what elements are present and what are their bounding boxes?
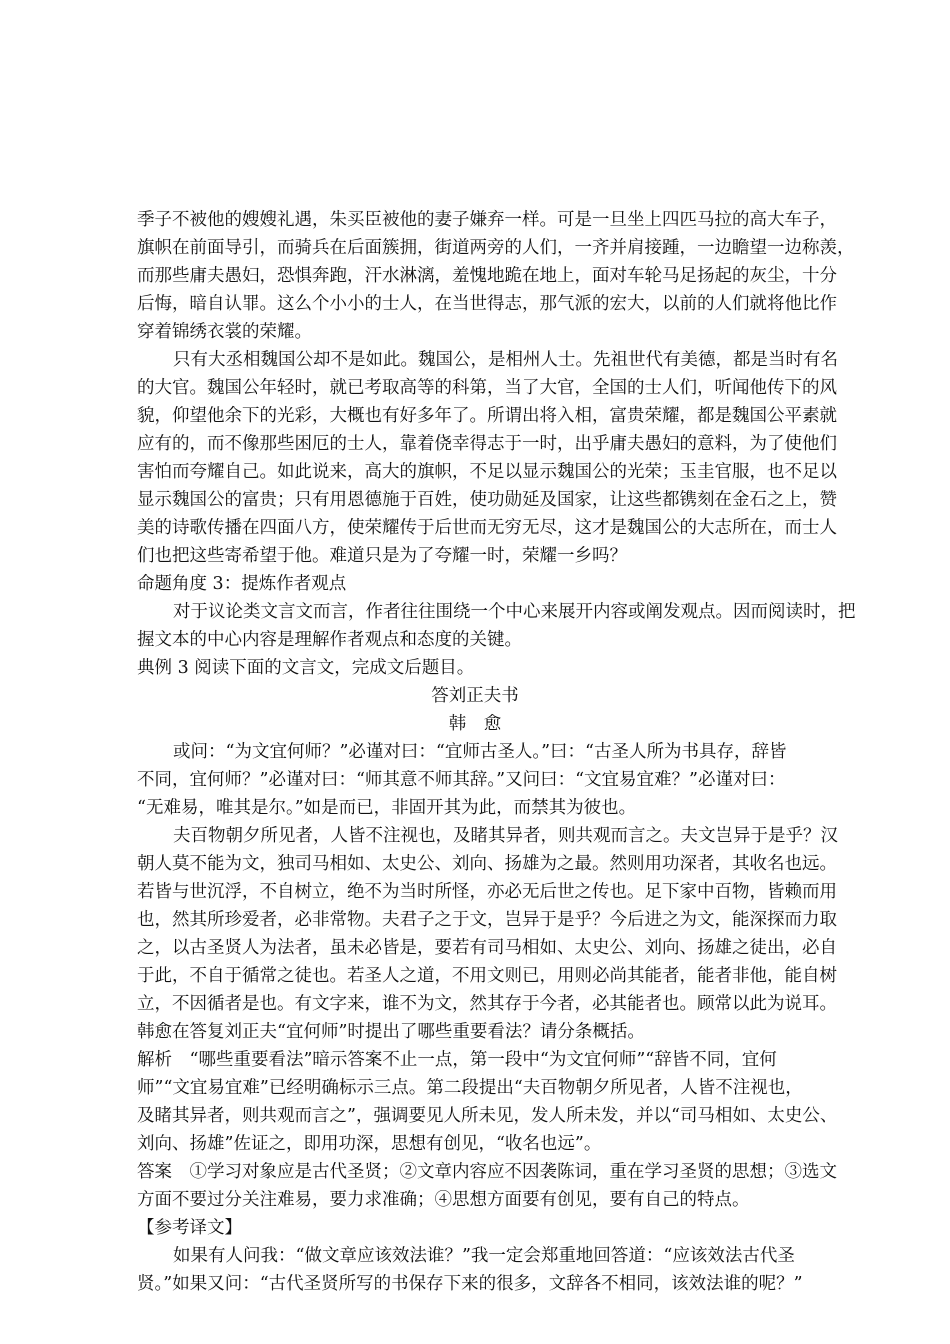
text-line: 不同，宜何师？”必谨对曰：“师其意不师其辞。”又问曰：“文宜易宜难？”必谨对曰： bbox=[137, 770, 786, 790]
paragraph-first-line: 或问：“为文宜何师？”必谨对曰：“宜师古圣人。”曰：“古圣人所为书具存，辞皆 bbox=[173, 742, 787, 762]
paragraph-first-line: 夫百物朝夕所见者，人皆不注视也，及睹其异者，则共观而言之。夫文岂异于是乎？汉 bbox=[173, 826, 838, 846]
text-line: 而那些庸夫愚妇，恐惧奔跑，汗水淋漓，羞愧地跪在地上，面对车轮马足扬起的灰尘，十分 bbox=[137, 266, 837, 286]
text-line: 害怕而夸耀自己。如此说来，高大的旗帜，不足以显示魏国公的光荣；玉圭官服，也不足以 bbox=[137, 462, 837, 482]
text-line: 于此，不自于循常之徒也。若圣人之道，不用文则已，用则必尚其能者，能者非他，能自树 bbox=[137, 966, 837, 986]
text-line: 若皆与世沉浮，不自树立，绝不为当时所怪，亦必无后世之传也。足下家中百物，皆赖而用 bbox=[137, 882, 837, 902]
paragraph-first-line: 只有大丞相魏国公却不是如此。魏国公，是相州人士。先祖世代有美德，都是当时有名 bbox=[173, 350, 838, 370]
text-line: 貌，仰望他余下的光彩，大概也有好多年了。所谓出将入相，富贵荣耀，都是魏国公平素就 bbox=[137, 406, 837, 426]
text-line: 们也把这些寄希望于他。难道只是为了夸耀一时，荣耀一乡吗？ bbox=[137, 546, 627, 566]
question-line: 韩愈在答复刘正夫“宜何师”时提出了哪些重要看法？请分条概括。 bbox=[137, 1022, 645, 1042]
passage-author: 韩 愈 bbox=[448, 714, 502, 734]
text-line: 美的诗歌传播在四面八方，使荣耀传于后世而无穷无尽，这才是魏国公的大志所在，而士人 bbox=[137, 518, 837, 538]
section-heading: 命题角度 3：提炼作者观点 bbox=[137, 574, 347, 594]
example-heading: 典例 3 阅读下面的文言文，完成文后题目。 bbox=[137, 658, 475, 678]
reference-heading: 【参考译文】 bbox=[137, 1218, 242, 1238]
text-line: 朝人莫不能为文，独司马相如、太史公、刘向、扬雄为之最。然则用功深者，其收名也远。 bbox=[137, 854, 837, 874]
text-line: 的大官。魏国公年轻时，就已考取高等的科第，当了大官，全国的士人们，听闻他传下的风 bbox=[137, 378, 837, 398]
text-line: 贤。”如果又问：“古代圣贤所写的书保存下来的很多，文辞各不相同，该效法谁的呢？” bbox=[137, 1274, 803, 1294]
answer-line: 答案 ①学习对象应是古代圣贤；②文章内容应不因袭陈词，重在学习圣贤的思想；③选文 bbox=[137, 1162, 837, 1182]
text-line: 显示魏国公的富贵；只有用恩德施于百姓，使功勋延及国家，让这些都镌刻在金石之上，赞 bbox=[137, 490, 837, 510]
paragraph-first-line: 对于议论类文言文而言，作者往往围绕一个中心来展开内容或阐发观点。因而阅读时，把 bbox=[173, 602, 856, 622]
text-line: 方面不要过分关注难易，要力求准确；④思想方面要有创见，要有自己的特点。 bbox=[137, 1190, 750, 1210]
text-line: 立，不因循者是也。有文字来，谁不为文，然其存于今者，必其能者也。顾常以此为说耳。 bbox=[137, 994, 837, 1014]
text-line: 握文本的中心内容是理解作者观点和态度的关键。 bbox=[137, 630, 522, 650]
analysis-line: 解析 “哪些重要看法”暗示答案不止一点，第一段中“为文宜何师”“辞皆不同，宜何 bbox=[137, 1050, 777, 1070]
text-line: 穿着锦绣衣裳的荣耀。 bbox=[137, 322, 312, 342]
text-line: 应有的，而不像那些困厄的士人，靠着侥幸得志于一时，出乎庸夫愚妇的意料，为了使他们 bbox=[137, 434, 837, 454]
text-line: 之，以古圣贤人为法者，虽未必皆是，要若有司马相如、太史公、刘向、扬雄之徒出，必自 bbox=[137, 938, 837, 958]
text-line: 刘向、扬雄”佐证之，即用功深，思想有创见，“收名也远”。 bbox=[137, 1134, 602, 1154]
text-line: 师”“文宜易宜难”已经明确标示三点。第二段提出“夫百物朝夕所见者，人皆不注视也， bbox=[137, 1078, 803, 1098]
text-line: 后悔，暗自认罪。这么个小小的士人，在当世得志，那气派的宏大，以前的人们就将他比作 bbox=[137, 294, 837, 314]
text-line: “无难易，唯其是尔。”如是而已，非固开其为此，而禁其为彼也。 bbox=[137, 798, 637, 818]
text-line: 也，然其所珍爱者，必非常物。夫君子之于文，岂异于是乎？今后进之为文，能深探而力取 bbox=[137, 910, 837, 930]
text-line: 及睹其异者，则共观而言之”，强调要见人所未见，发人所未发，并以“司马相如、太史公、 bbox=[137, 1106, 838, 1126]
text-line: 季子不被他的嫂嫂礼遇，朱买臣被他的妻子嫌弃一样。可是一旦坐上四匹马拉的高大车子， bbox=[137, 210, 837, 230]
paragraph-first-line: 如果有人问我：“做文章应该效法谁？”我一定会郑重地回答道：“应该效法古代圣 bbox=[173, 1246, 795, 1266]
passage-title: 答刘正夫书 bbox=[431, 686, 519, 706]
text-line: 旗帜在前面导引，而骑兵在后面簇拥，街道两旁的人们，一齐并肩接踵，一边瞻望一边称羡， bbox=[137, 238, 855, 258]
